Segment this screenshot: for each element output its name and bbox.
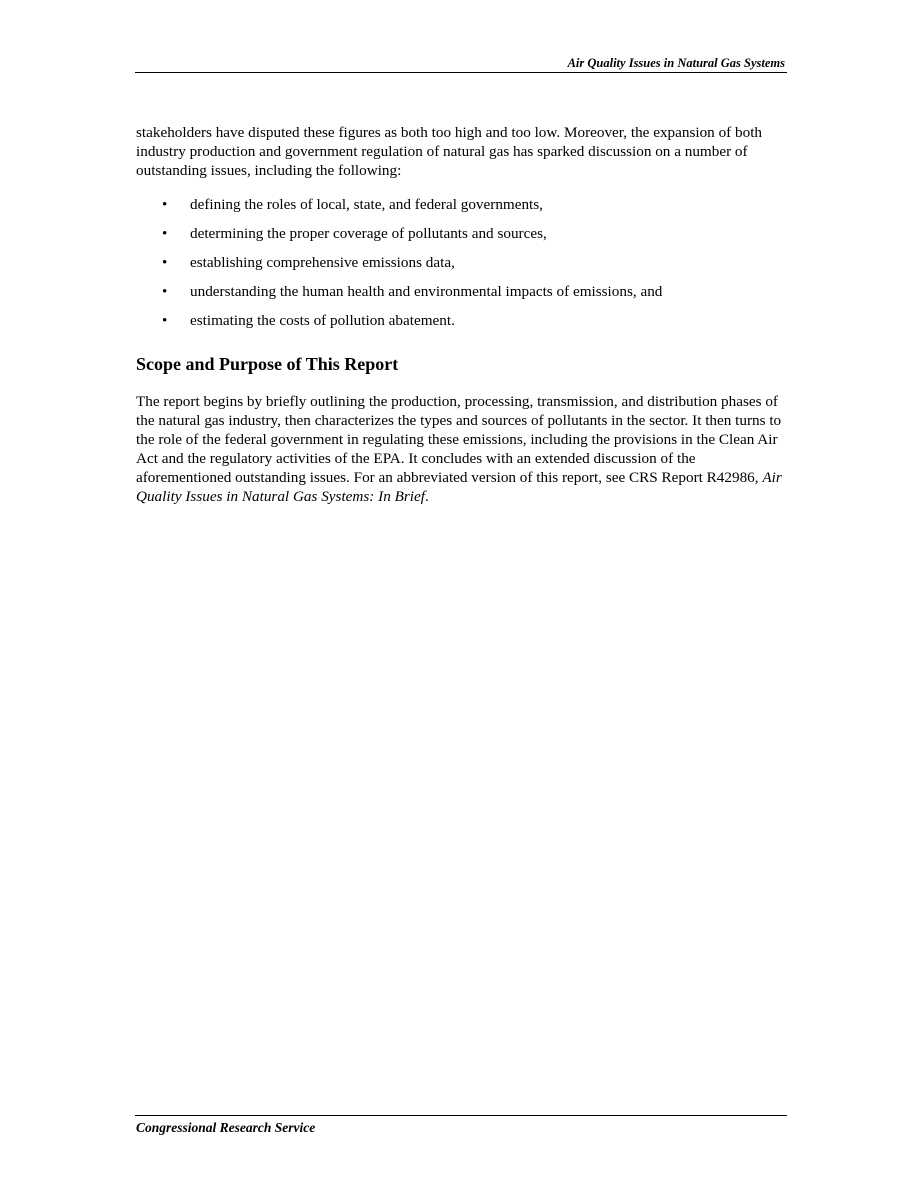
list-item-text: determining the proper coverage of pollutants and sources, [190, 225, 547, 242]
outstanding-issues-list [136, 195, 788, 330]
list-item [136, 311, 788, 330]
bullet-icon: • [162, 283, 168, 300]
running-header [135, 55, 787, 73]
report-citation: Air Quality Issues in Natural Gas Systems: In Brief [136, 469, 782, 505]
footer-text: Congressional Research Service [136, 1120, 316, 1135]
list-item [136, 195, 788, 214]
page-content [136, 123, 788, 506]
list-item [136, 224, 788, 243]
scope-paragraph-end: . [424, 488, 429, 505]
list-item [136, 253, 788, 272]
section-heading: Scope and Purpose of This Report [136, 354, 399, 374]
bullet-icon: • [162, 312, 168, 329]
scope-paragraph-text: The report begins by briefly outlining the production, processing, transmission, and distribution phases of the natural gas industry, then characterizes the types and sources of pollutants in the sector. It then turns to the role of the federal government in regulating these emissions, including the provisions in the Clean Air Act and the regulatory activities of the EPA. It concludes with an extended discussion of the aforementioned outstanding issues. For an abbreviated version of this report, see CRS Report R42986, [136, 393, 782, 486]
bullet-icon: • [162, 225, 168, 242]
running-footer [135, 1115, 787, 1135]
scope-paragraph [136, 392, 788, 506]
list-item-text: estimating the costs of pollution abatement. [190, 312, 455, 329]
intro-paragraph: stakeholders have disputed these figures as both too high and too low. Moreover, the expansion of both industry production and government regulation of natural gas has sparked discussion on a number of outstanding issues, including the following: [136, 124, 763, 179]
list-item-text: defining the roles of local, state, and federal governments, [190, 196, 543, 213]
bullet-icon: • [162, 196, 168, 213]
list-item-text: establishing comprehensive emissions data, [190, 254, 455, 271]
list-item-text: understanding the human health and environmental impacts of emissions, and [190, 283, 663, 300]
bullet-icon: • [162, 254, 168, 271]
list-item [136, 282, 788, 301]
running-header-title: Air Quality Issues in Natural Gas Systems [567, 56, 785, 70]
